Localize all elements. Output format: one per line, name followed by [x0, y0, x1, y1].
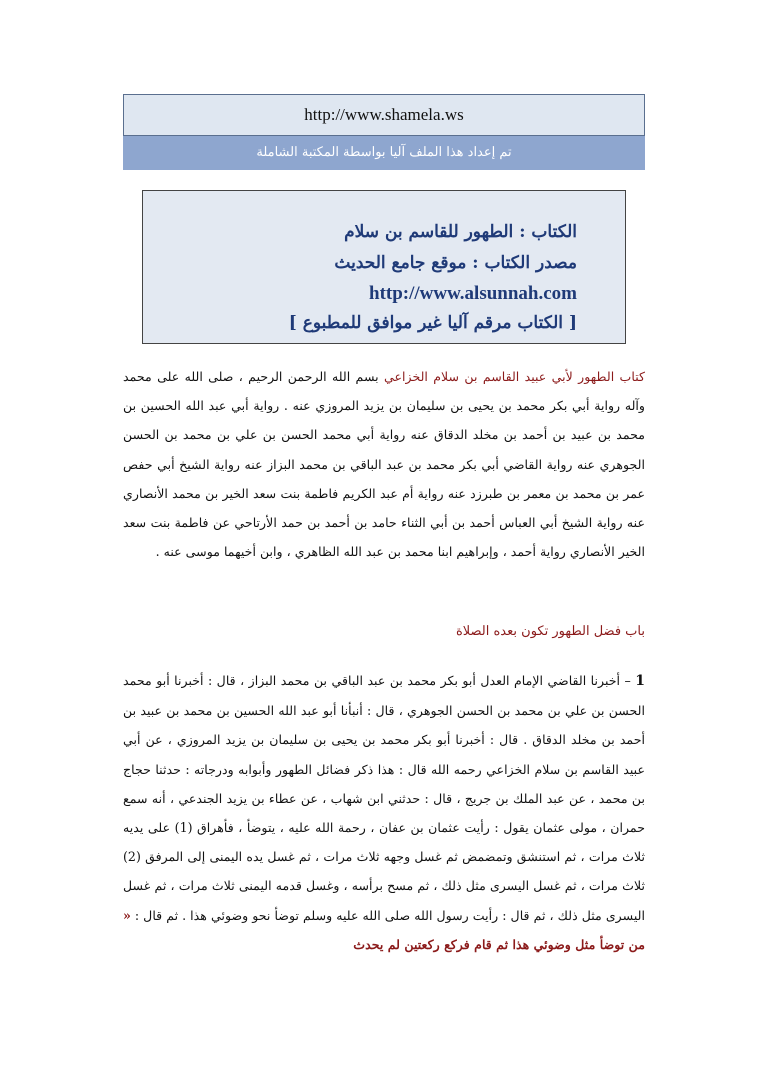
intro-text: بسم الله الرحمن الرحيم ، صلى الله على محمد وآله رواية أبي بكر محمد بن يحيى بن سليمان بن يزيد المروزي عنه . رواية أبي عبد الله الحسين بن محمد بن عبيد بن أحمد بن مخلد الدقاق عنه رواية أبي محمد الحسن بن علي بن محمد بن الحسن الجوهري عنه رواية القاضي أبي بكر محمد بن عبد الباقي بن محمد البزاز عنه رواية الشيخ أبي حفص عمر بن محمد بن معمر بن طبرزد عنه رواية أم عبد الكريم فاطمة بنت سعد الخير بن محمد الأنصاري عنه رواية الشيخ أبي العباس أحمد بن أبي الثناء حامد بن أحمد بن حمد الأرتاحي عن فاطمة بنت سعد الخير الأنصاري رواية أحمد ، وإبراهيم ابنا محمد بن عبد الله الظاهري ، وابن أخيهما موسى عنه . [123, 369, 645, 560]
source-url[interactable]: http://www.alsunnah.com [369, 283, 577, 304]
intro-paragraph [123, 362, 645, 566]
book-source: مصدر الكتاب : موقع جامع الحديث [334, 253, 577, 273]
hadith-text: – أخبرنا القاضي الإمام العدل أبو بكر محمد بن عبد الباقي بن محمد البزاز ، قال : أخبرنا أبو محمد الحسن بن علي بن محمد بن الحسن الجوهري ، قال : أنبأنا أبو عبد الله الحسين بن محمد بن عبيد بن أحمد بن مخلد الدقاق . قال : أخبرنا أبو بكر محمد بن يحيى بن سليمان بن يزيد المروزي ، عن أبي عبيد القاسم بن سلام الخزاعي رحمه الله قال : هذا ذكر فضائل الطهور وأبوابه ودرجاته : حدثنا حجاج بن محمد ، عن عبد الملك بن جريج ، قال : حدثني ابن شهاب ، عن عطاء بن يزيد الجندعي ، أنه سمع حمران ، مولى عثمان يقول : رأيت عثمان بن عفان ، رحمة الله عليه ، يتوضأ ، فأهراق (1) على يديه ثلاث مرات ، ثم استنشق وتمضمض ثم غسل وجهه ثلاث مرات ، ثم غسل يده اليمنى إلى المرفق (2) ثلاث مرات ، ثم غسل اليسرى مثل ذلك ، ثم مسح برأسه ، وغسل قدمه اليمنى ثلاث مرات ، ثم غسل اليسرى مثل ذلك ، ثم قال : رأيت رسول الله صلى الله عليه وسلم توضأ نحو وضوئي هذا . ثم قال : [123, 673, 645, 923]
book-title: الكتاب : الطهور للقاسم بن سلام [344, 222, 577, 242]
shamela-banner: تم إعداد هذا الملف آليا بواسطة المكتبة الشاملة [123, 136, 645, 170]
intro-highlight: كتاب الطهور لأبي عبيد القاسم بن سلام الخزاعي [384, 369, 645, 384]
numbering-note: [ الكتاب مرقم آليا غير موافق للمطبوع ] [288, 313, 577, 333]
hadith-quote: « من توضأ مثل وضوئي هذا ثم قام فركع ركعتين لم يحدث [123, 907, 645, 952]
chapter-title: باب فضل الطهور تكون بعده الصلاة [455, 624, 645, 639]
book-info-box [142, 190, 626, 344]
shamela-url[interactable]: http://www.shamela.ws [123, 94, 645, 136]
hadith-paragraph [123, 666, 645, 959]
hadith-number: 1 [635, 673, 645, 689]
